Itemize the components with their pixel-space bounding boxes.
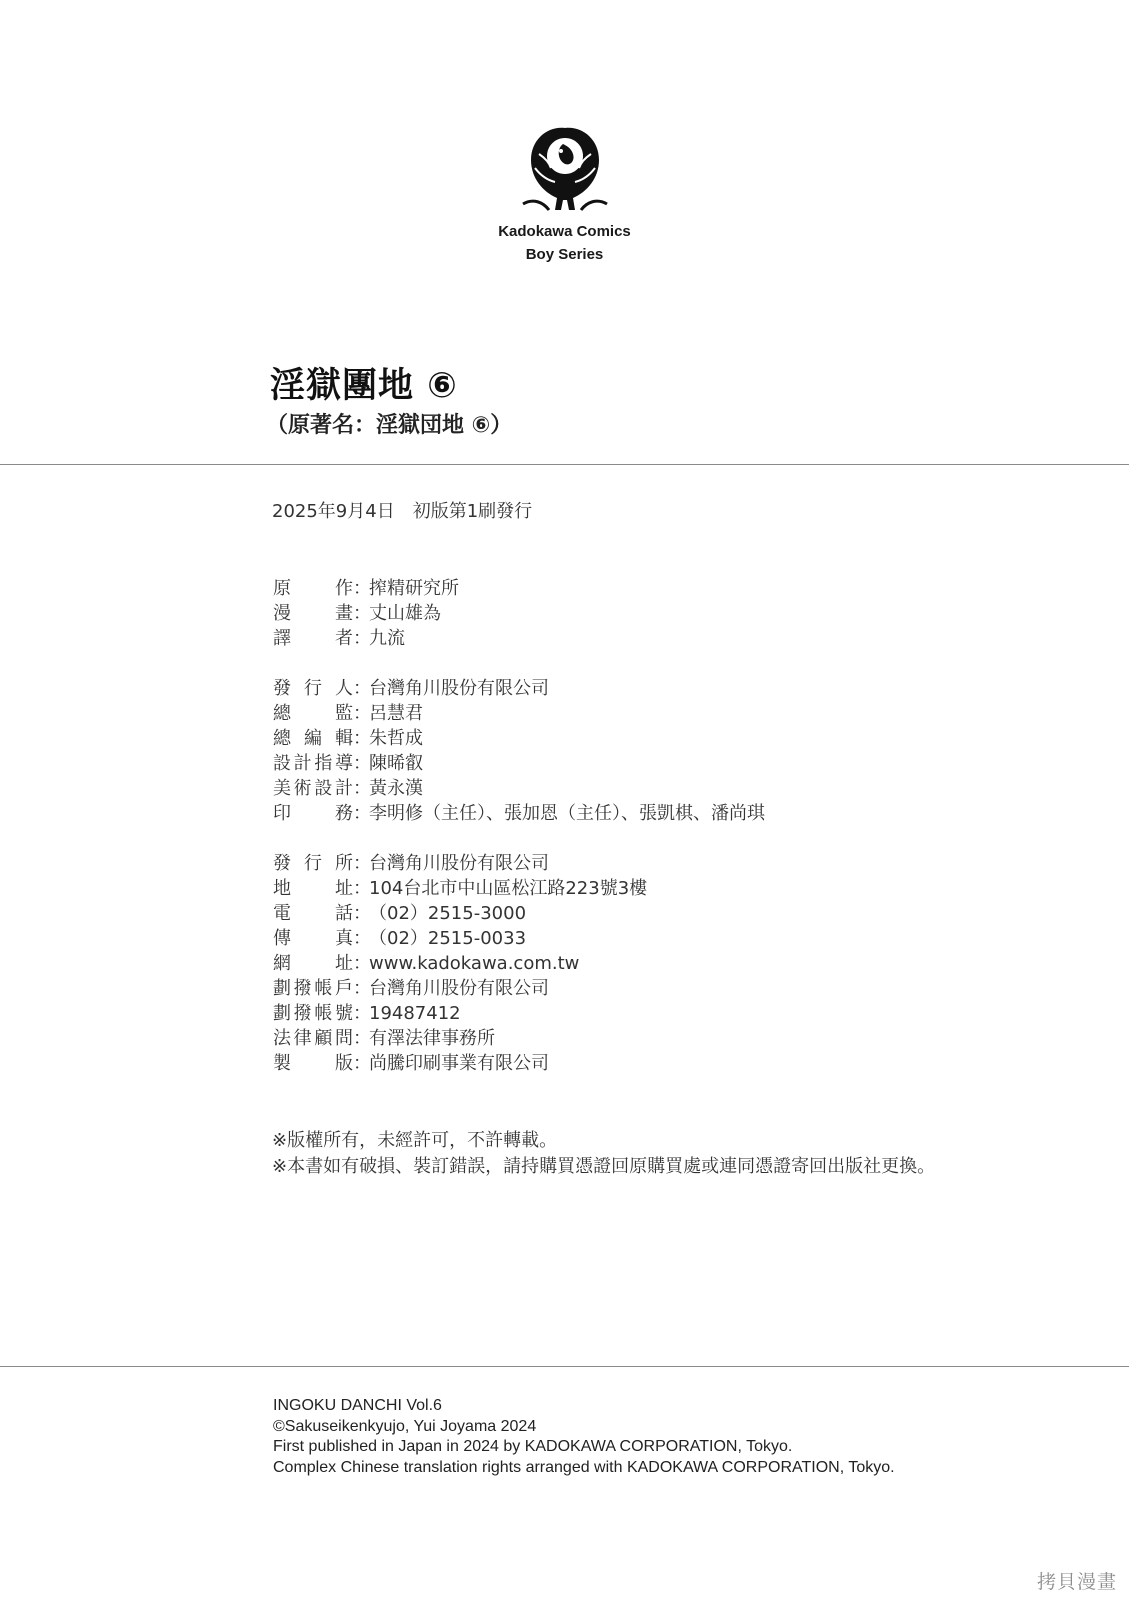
book-title: 淫獄團地 ⑥ (270, 366, 458, 406)
credit-colon: ： (353, 1003, 371, 1024)
credit-colon: ： (353, 803, 371, 824)
credit-label-char: 撥 (293, 1003, 312, 1024)
credit-label (273, 951, 353, 976)
credit-value: 李明修（主任）、張加恩（主任）、張凱棋、潘尚琪 (369, 803, 765, 824)
credit-label-char: 問 (334, 1028, 353, 1049)
credit-label-char: 戶 (334, 978, 353, 999)
logo-line-2: Boy Series (525, 246, 604, 263)
original-title: （原著名：淫獄団地 ⑥） (266, 413, 513, 438)
publisher-logo (0, 118, 1129, 264)
credit-row (273, 676, 765, 701)
credit-label-char: 版 (335, 1053, 353, 1074)
credit-label-char: 印 (273, 803, 291, 824)
credit-row (273, 1001, 647, 1026)
credit-label-char: 術 (293, 778, 312, 799)
credit-label-char: 劃 (273, 1003, 291, 1024)
credit-label (273, 1051, 353, 1076)
watermark: 拷貝漫畫 (1036, 1571, 1117, 1593)
credit-label-char: 美 (273, 778, 291, 799)
credit-label-char: 行 (304, 853, 322, 874)
credit-label-char: 計 (293, 753, 312, 774)
credit-label-char: 編 (304, 728, 322, 749)
credit-row (273, 976, 647, 1001)
credit-label-char: 劃 (273, 978, 291, 999)
credit-label-char: 話 (335, 903, 353, 924)
credit-colon: ： (353, 778, 371, 799)
divider-bottom (0, 1366, 1129, 1367)
credit-label-char: 畫 (335, 603, 353, 624)
credit-colon: ： (353, 753, 371, 774)
credit-colon: ： (353, 728, 371, 749)
credit-label (273, 901, 353, 926)
credit-row (273, 851, 647, 876)
credit-row (273, 726, 765, 751)
credit-label-char: 顧 (314, 1028, 333, 1049)
credit-colon: ： (353, 678, 371, 699)
credit-label-char: 發 (273, 853, 291, 874)
credit-colon: ： (353, 978, 371, 999)
credit-label (273, 751, 353, 776)
credit-label-char: 設 (314, 778, 333, 799)
credit-label-char: 地 (273, 878, 291, 899)
credit-value: 台灣角川股份有限公司 (369, 978, 549, 999)
credit-colon: ： (353, 1053, 371, 1074)
copyright-line: Complex Chinese translation rights arranged with KADOKAWA CORPORATION, Tokyo. (273, 1458, 895, 1476)
credit-label-char: 帳 (314, 978, 333, 999)
credit-label (273, 976, 353, 1001)
notice-line: ※本書如有破損、裝訂錯誤，請持購買憑證回原購買處或連同憑證寄回出版社更換。 (272, 1156, 936, 1177)
credit-label-char: 指 (314, 753, 333, 774)
credit-label-char: 傳 (273, 928, 291, 949)
credit-row (273, 601, 459, 626)
credit-label-char: 人 (335, 678, 353, 699)
logo-line-1: Kadokawa Comics (498, 223, 631, 240)
credit-row (273, 701, 765, 726)
credit-label-char: 總 (273, 703, 291, 724)
credit-value: 104台北市中山區松江路223號3樓 (369, 878, 648, 899)
credit-label-char: 務 (335, 803, 353, 824)
credit-label-char: 所 (335, 853, 353, 874)
credit-label-char: 總 (273, 728, 291, 749)
credit-label (273, 626, 353, 651)
edition-date: 2025年9月4日 初版第1刷發行 (272, 501, 533, 522)
credit-row (273, 776, 765, 801)
credit-label-char: 址 (335, 953, 353, 974)
notice-line: ※版權所有，未經許可，不許轉載。 (272, 1130, 558, 1151)
credit-colon: ： (353, 703, 371, 724)
credit-row (273, 1026, 647, 1051)
credit-value: 陳晞叡 (369, 753, 423, 774)
credit-row (273, 751, 765, 776)
credit-row (273, 951, 647, 976)
credit-colon: ： (353, 878, 371, 899)
credit-label-char: 設 (273, 753, 291, 774)
credit-value: 丈山雄為 (369, 603, 441, 624)
credit-label (273, 876, 353, 901)
credit-value: 黃永漢 (369, 778, 423, 799)
divider-top (0, 464, 1129, 465)
phoenix-emblem-icon (517, 118, 613, 218)
credit-colon: ： (353, 628, 371, 649)
credit-row (273, 901, 647, 926)
credit-label-char: 譯 (273, 628, 291, 649)
credit-label-char: 行 (304, 678, 322, 699)
credit-label-char: 者 (335, 628, 353, 649)
credit-label-char: 發 (273, 678, 291, 699)
credit-label-char: 製 (273, 1053, 291, 1074)
credit-label-char: 作 (335, 578, 353, 599)
credit-label-char: 原 (273, 578, 291, 599)
credits-publisher-info (273, 851, 647, 1076)
credit-label (273, 726, 353, 751)
credit-value: 19487412 (369, 1003, 461, 1024)
credit-label-char: 真 (335, 928, 353, 949)
copyright-line: First published in Japan in 2024 by KADOKAWA CORPORATION, Tokyo. (273, 1438, 793, 1455)
credit-colon: ： (353, 853, 371, 874)
credit-colon: ： (353, 1028, 371, 1049)
credit-row (273, 1051, 647, 1076)
credit-label (273, 576, 353, 601)
credit-label-char: 撥 (293, 978, 312, 999)
credit-label-char: 監 (335, 703, 353, 724)
copyright-line: ©Sakuseikenkyujo, Yui Joyama 2024 (273, 1417, 537, 1435)
credit-label-char: 法 (273, 1028, 291, 1049)
credit-value: （02）2515-3000 (369, 903, 527, 924)
credit-label (273, 776, 353, 801)
credit-value: www.kadokawa.com.tw (369, 953, 580, 974)
credit-label-char: 址 (335, 878, 353, 899)
credit-label (273, 1001, 353, 1026)
credit-colon: ： (353, 953, 371, 974)
credit-label-char: 律 (293, 1028, 312, 1049)
credit-label-char: 導 (334, 753, 353, 774)
credit-value: 呂慧君 (369, 703, 423, 724)
credit-colon: ： (353, 928, 371, 949)
credit-row (273, 626, 459, 651)
credit-value: 尚騰印刷事業有限公司 (369, 1053, 549, 1074)
credit-value: 台灣角川股份有限公司 (369, 678, 549, 699)
credit-value: 九流 (369, 628, 405, 649)
credit-colon: ： (353, 603, 371, 624)
credit-label-char: 漫 (273, 603, 291, 624)
credit-value: 有澤法律事務所 (369, 1028, 495, 1049)
credit-row (273, 576, 459, 601)
copyright-block (273, 1396, 895, 1478)
credit-label (273, 926, 353, 951)
copyright-line: INGOKU DANCHI Vol.6 (273, 1397, 442, 1414)
credit-label (273, 801, 353, 826)
credit-label (273, 701, 353, 726)
credit-label-char: 計 (334, 778, 353, 799)
credit-label (273, 1026, 353, 1051)
credit-label (273, 851, 353, 876)
credit-row (273, 801, 765, 826)
credit-row (273, 926, 647, 951)
credit-label (273, 676, 353, 701)
credit-colon: ： (353, 903, 371, 924)
credit-label-char: 電 (273, 903, 291, 924)
credit-row (273, 876, 647, 901)
credit-colon: ： (353, 578, 371, 599)
notices (272, 1128, 935, 1180)
credit-value: 朱哲成 (369, 728, 423, 749)
credit-label-char: 輯 (335, 728, 353, 749)
credit-label-char: 號 (334, 1003, 353, 1024)
credit-label-char: 網 (273, 953, 291, 974)
credit-value: 台灣角川股份有限公司 (369, 853, 549, 874)
credit-label-char: 帳 (314, 1003, 333, 1024)
credit-value: 搾精研究所 (369, 578, 459, 599)
credit-label (273, 601, 353, 626)
credit-value: （02）2515-0033 (369, 928, 527, 949)
credits-staff (273, 676, 765, 826)
credits-creators (273, 576, 459, 651)
